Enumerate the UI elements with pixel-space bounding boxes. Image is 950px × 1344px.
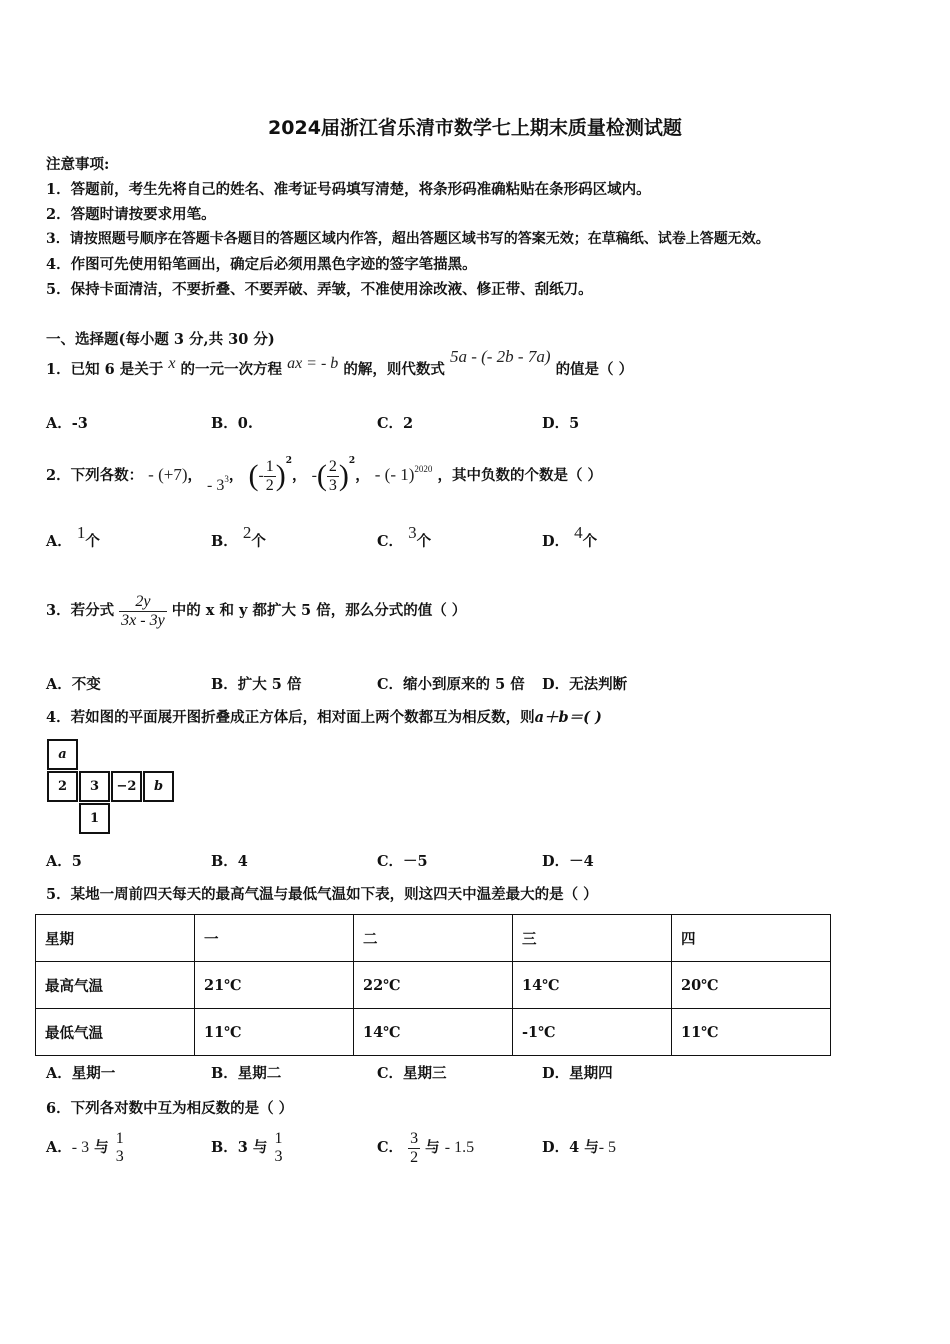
net-cell-3: 3 — [79, 771, 110, 802]
net-cell-b: b — [143, 771, 174, 802]
question-4: 4．若如图的平面展开图折叠成正方体后，相对面上两个数都互为相反数，则a＋b＝( ) — [46, 709, 602, 726]
notice-item-3: 3．请按照题号顺序在答题卡各题目的答题区域内作答，超出答题区域书写的答案无效；在草稿纸、试卷上答题无效。 — [46, 231, 770, 247]
q6-option-d: D．4 与- 5 — [542, 1139, 617, 1156]
question-5: 5．某地一周前四天每天的最高气温与最低气温如下表，则这四天中温差最大的是（ ） — [46, 886, 598, 903]
q2-option-b: B． 2个 — [211, 523, 266, 550]
q2-option-a: A． 1个 — [46, 523, 100, 550]
table-cell: -1℃ — [513, 1009, 672, 1056]
q5-option-d: D．星期四 — [542, 1065, 613, 1082]
q5-option-b: B．星期二 — [211, 1065, 282, 1082]
q1-option-c: C．2 — [377, 415, 414, 432]
notice-item-2: 2．答题时请按要求用笔。 — [46, 206, 216, 223]
table-cell: 14℃ — [354, 1009, 513, 1056]
net-cell-1: 1 — [79, 803, 110, 834]
q2-text-2: ，其中负数的个数是（ ） — [437, 467, 603, 484]
table-row — [36, 915, 831, 962]
q3-text-1: 3．若分式 — [46, 602, 115, 619]
q6-option-c: C． $\frac{3}{2}$ 与 - 1.5 — [377, 1129, 475, 1166]
table-cell: 11℃ — [195, 1009, 354, 1056]
q2-option-d: D． 4个 — [542, 523, 598, 550]
net-cell-2: 2 — [47, 771, 78, 802]
section-heading: 一、选择题(每小题 3 分,共 30 分) — [46, 331, 275, 348]
table-cell: 20℃ — [672, 962, 831, 1009]
q5-option-a: A．星期一 — [46, 1065, 116, 1082]
q3-option-a: A．不变 — [46, 676, 101, 693]
table-cell: 14℃ — [513, 962, 672, 1009]
q6-option-b: B．3 与 1 3 — [211, 1130, 283, 1165]
q6-option-a: A．- 3 与 1 3 — [46, 1130, 124, 1165]
q2-fraction-1: $\frac{1}{2}$ — [265, 457, 274, 494]
q4-option-d: D．－4 — [542, 853, 594, 870]
q4-expression: a＋b＝( ) — [534, 709, 602, 726]
net-cell-a: a — [47, 739, 78, 770]
q1-text-2: 的一元一次方程 — [180, 361, 283, 378]
table-cell: 四 — [672, 915, 831, 962]
q1-text-3: 的解，则代数式 — [343, 361, 445, 378]
net-cell-neg2: −2 — [111, 771, 142, 802]
q3-option-b: B．扩大 5 倍 — [211, 676, 302, 693]
question-2: 2．下列各数： - (+7)， - $3^3$， (- $\frac{1}{2}$ )$^2$， -( $\frac{2}{3}$ )$^2$， - (- 1)$^{2020}$ ，其中负数的个数是（ ） — [46, 456, 603, 494]
page-title: 2024届浙江省乐清市数学七上期末质量检测试题 — [268, 117, 682, 139]
q4-option-a: A．5 — [46, 853, 82, 870]
q2-option-c: C． 3个 — [377, 523, 432, 550]
table-row — [36, 962, 831, 1009]
notice-heading: 注意事项: — [46, 156, 110, 173]
notice-item-5: 5．保持卡面清洁，不要折叠、不要弄破、弄皱，不准使用涂改液、修正带、刮纸刀。 — [46, 281, 593, 298]
q5-option-c: C．星期三 — [377, 1065, 447, 1082]
q2-expr-1: - (+7) — [148, 465, 188, 484]
table-cell: 11℃ — [672, 1009, 831, 1056]
q2-expr-5: - (- 1)$^{2020}$ — [374, 464, 433, 484]
q6-a-fraction: 1 3 — [115, 1130, 124, 1165]
notice-item-4: 4．作图可先使用铅笔画出，确定后必须用黑色字迹的签字笔描黑。 — [46, 256, 477, 273]
q1-option-a: A．-3 — [46, 415, 88, 432]
table-cell: 星期 — [36, 915, 195, 962]
q1-equation: ax = - b — [287, 355, 339, 372]
q3-option-d: D．无法判断 — [542, 676, 628, 693]
q6-c-fraction: $\frac{3}{2}$ — [410, 1129, 419, 1166]
table-cell: 二 — [354, 915, 513, 962]
q1-variable: x — [168, 355, 176, 372]
table-row — [36, 1009, 831, 1056]
q3-fraction: $\frac{2y}{3x - 3y}$ — [121, 592, 165, 629]
q1-text-1: 1．已知 6 是关于 — [46, 361, 164, 378]
q1-option-d: D．5 — [542, 415, 580, 432]
notice-item-1: 1．答题前，考生先将自己的姓名、准考证号码填写清楚，将条形码准确粘贴在条形码区域内。 — [46, 181, 651, 198]
q3-option-c: C．缩小到原来的 5 倍 — [377, 676, 525, 693]
q4-option-b: B．4 — [211, 853, 248, 870]
question-6: 6．下列各对数中互为相反数的是（ ） — [46, 1100, 294, 1117]
table-cell: 最低气温 — [36, 1009, 195, 1056]
table-cell: 22℃ — [354, 962, 513, 1009]
table-cell: 21℃ — [195, 962, 354, 1009]
question-3 — [46, 588, 466, 634]
q4-option-c: C．－5 — [377, 853, 428, 870]
q1-option-b: B．0. — [211, 415, 253, 432]
q1-expression: 5a - (- 2b - 7a) — [449, 347, 551, 366]
table-cell: 最高气温 — [36, 962, 195, 1009]
q1-text-4: 的值是（ ） — [555, 361, 634, 378]
table-cell: 三 — [513, 915, 672, 962]
q6-b-fraction: 1 3 — [274, 1130, 283, 1165]
q2-fraction-2: $\frac{2}{3}$ — [328, 457, 337, 494]
q2-expr-2: - $3^3$ — [207, 474, 229, 494]
table-cell: 一 — [195, 915, 354, 962]
temperature-table — [35, 914, 831, 1056]
question-1 — [46, 347, 634, 379]
q2-text-1: 2．下列各数： — [46, 467, 144, 484]
q3-text-2: 中的 x 和 y 都扩大 5 倍，那么分式的值（ ） — [171, 602, 467, 619]
